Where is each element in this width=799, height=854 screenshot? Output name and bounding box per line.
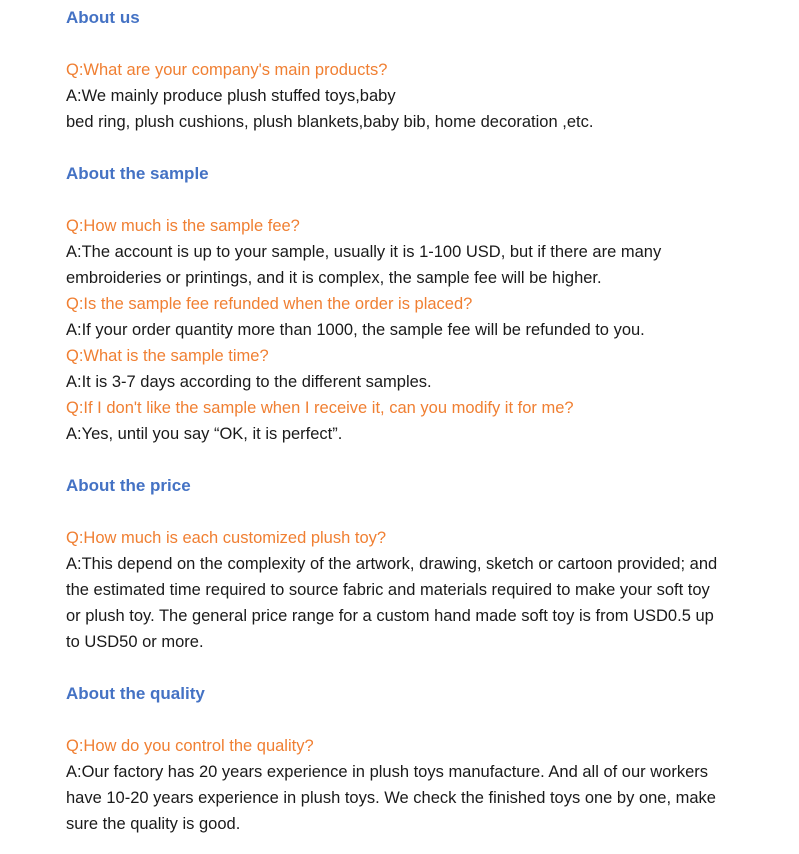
question-sample-fee: Q:How much is the sample fee?: [66, 217, 300, 235]
answer-main-products-line-2: bed ring, plush cushions, plush blankets,baby bib, home decoration ,etc.: [66, 113, 594, 131]
answer-fee-refunded: A:If your order quantity more than 1000, the sample fee will be refunded to you.: [66, 321, 645, 339]
heading-about-price: About the price: [66, 476, 191, 495]
answer-sample-fee-line-1: A:The account is up to your sample, usually it is 1-100 USD, but if there are many: [66, 243, 662, 261]
answer-price-line-3: or plush toy. The general price range for a custom hand made soft toy is from USD0.5 up: [66, 607, 714, 625]
answer-sample-fee-line-2: embroideries or printings, and it is complex, the sample fee will be higher.: [66, 269, 602, 287]
question-modify-sample: Q:If I don't like the sample when I receive it, can you modify it for me?: [66, 399, 574, 417]
question-sample-time: Q:What is the sample time?: [66, 347, 269, 365]
answer-quality-line-2: have 10-20 years experience in plush toys. We check the finished toys one by one, make: [66, 789, 716, 807]
answer-quality-line-1: A:Our factory has 20 years experience in plush toys manufacture. And all of our workers: [66, 763, 708, 781]
answer-price-line-4: to USD50 or more.: [66, 633, 204, 651]
heading-about-quality: About the quality: [66, 684, 205, 703]
answer-price-line-1: A:This depend on the complexity of the artwork, drawing, sketch or cartoon provided; and: [66, 555, 718, 573]
answer-modify-sample: A:Yes, until you say “OK, it is perfect”.: [66, 425, 343, 443]
answer-price-line-2: the estimated time required to source fabric and materials required to make your soft toy: [66, 581, 710, 599]
question-main-products: Q:What are your company's main products?: [66, 61, 388, 79]
heading-about-sample: About the sample: [66, 164, 209, 183]
heading-about-us: About us: [66, 8, 140, 27]
question-fee-refunded: Q:Is the sample fee refunded when the order is placed?: [66, 295, 473, 313]
question-price: Q:How much is each customized plush toy?: [66, 529, 387, 547]
answer-quality-line-3: sure the quality is good.: [66, 815, 241, 833]
answer-main-products-line-1: A:We mainly produce plush stuffed toys,baby: [66, 87, 396, 105]
answer-sample-time: A:It is 3-7 days according to the different samples.: [66, 373, 432, 391]
question-quality-control: Q:How do you control the quality?: [66, 737, 314, 755]
